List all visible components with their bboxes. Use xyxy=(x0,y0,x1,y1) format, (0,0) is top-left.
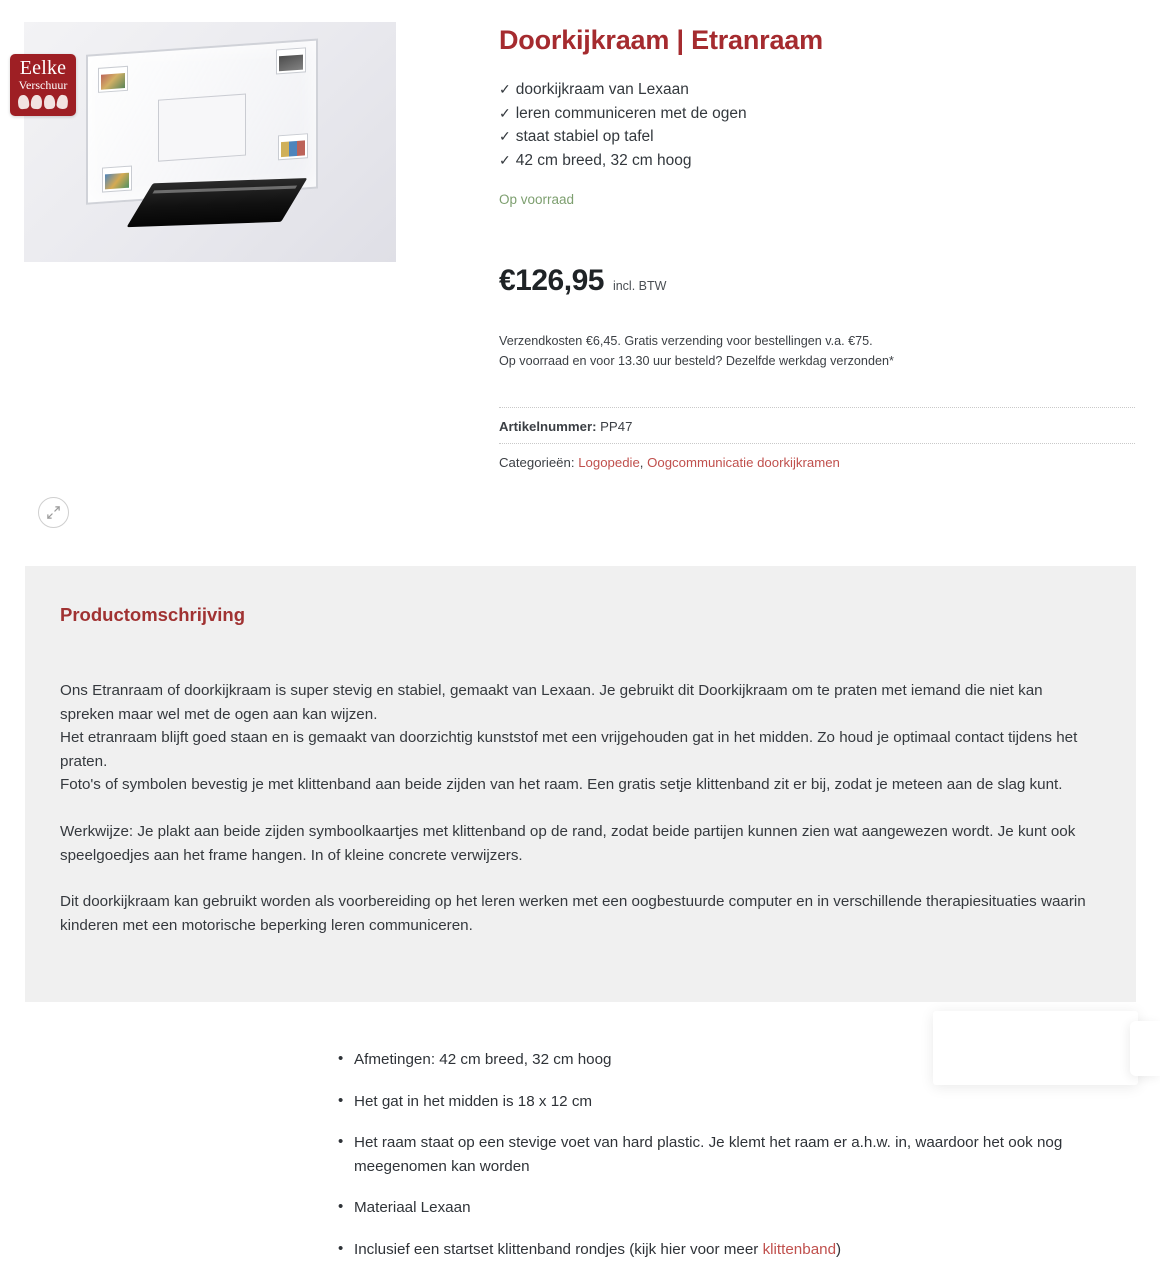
product-meta xyxy=(499,407,1135,470)
description-body xyxy=(60,679,1088,937)
product-photo xyxy=(86,37,336,229)
symbol-card xyxy=(276,47,306,74)
check-icon: ✓ xyxy=(499,104,511,121)
feature-list xyxy=(499,78,1135,172)
sign-language-hands-icon xyxy=(10,95,76,109)
description-paragraph-1: Ons Etranraam of doorkijkraam is super stevig en stabiel, gemaakt van Lexaan. Je gebruikt dit Doorkijkraam om te praten met iemand die niet kan spreken maar wel met de ogen aan kan wijzen. Het etranraam blijft goed staan en is gemaakt van doorzichtig kunststof met een vrijgehouden gat in het midden. Zo houd je optimaal contact tijdens het praten. Foto's of symbolen bevestig je met klittenband aan beide zijden van het raam. Een gratis setje klittenband zit er bij, zodat je meteen aan de slag kunt. xyxy=(60,682,1078,794)
list-item: • Het gat in het midden is 18 x 12 cm xyxy=(336,1090,1126,1114)
feature-item xyxy=(499,149,1135,173)
symbol-card xyxy=(278,133,308,160)
categories-row xyxy=(499,443,1135,470)
shipping-info xyxy=(499,331,1135,371)
klittenband-prefix: Inclusief een startset klittenband rondjes (kijk hier voor meer xyxy=(354,1240,763,1258)
stock-status: Op voorraad xyxy=(499,192,575,208)
category-link-oogcommunicatie[interactable]: Oogcommunicatie doorkijkramen xyxy=(647,455,840,471)
brand-logo[interactable] xyxy=(10,54,76,116)
expand-arrows-icon[interactable] xyxy=(38,497,69,528)
sku-value: PP47 xyxy=(600,419,633,435)
klittenband-link[interactable]: klittenband xyxy=(762,1240,837,1258)
shipping-line-1: Verzendkosten €6,45. Gratis verzending voor bestellingen v.a. €75. xyxy=(499,334,873,349)
feature-label: leren communiceren met de ogen xyxy=(515,104,747,122)
page-title: Doorkijkraam | Etranraam xyxy=(499,25,823,55)
black-stand-base xyxy=(127,178,308,227)
category-link-logopedie[interactable]: Logopedie xyxy=(578,455,640,471)
floating-widget-tab[interactable] xyxy=(1130,1021,1160,1076)
price-row xyxy=(499,264,1135,298)
floating-widget-card[interactable] xyxy=(933,1011,1138,1085)
pane-center-hole xyxy=(158,94,246,162)
product-gallery-image[interactable] xyxy=(24,22,396,262)
category-separator: , xyxy=(639,455,648,471)
brand-logo-line2: Verschuur xyxy=(18,78,68,92)
list-item: • Materiaal Lexaan xyxy=(336,1196,1126,1220)
klittenband-suffix: ) xyxy=(836,1240,842,1258)
feature-label: doorkijkraam van Lexaan xyxy=(515,81,689,99)
list-item-klittenband xyxy=(336,1238,1126,1262)
product-summary-section xyxy=(0,0,1160,545)
shipping-line-2: Op voorraad en voor 13.30 uur besteld? Dezelfde werkdag verzonden* xyxy=(499,354,894,369)
feature-item xyxy=(499,125,1135,149)
categories-label: Categorieën: xyxy=(499,455,575,471)
description-heading: Productomschrijving xyxy=(60,604,246,625)
feature-label: 42 cm breed, 32 cm hoog xyxy=(515,151,692,169)
feature-item xyxy=(499,102,1135,126)
product-price: €126,95 xyxy=(499,264,604,298)
brand-logo-line1: Eelke xyxy=(19,57,67,79)
description-paragraph-3: Dit doorkijkraam kan gebruikt worden als voorbereiding op het leren werken met een oogbestuurde computer en in verschillende therapiesituaties waarin kinderen met een motorische beperking leren communiceren. xyxy=(60,893,1086,934)
symbol-card xyxy=(102,166,132,193)
check-icon: ✓ xyxy=(499,151,511,168)
sku-row xyxy=(499,407,1135,443)
list-item: • Afmetingen: 42 cm breed, 32 cm hoog xyxy=(336,1048,1126,1072)
product-description-panel xyxy=(25,566,1136,1002)
product-summary xyxy=(499,24,1135,470)
check-icon: ✓ xyxy=(499,128,511,145)
check-icon: ✓ xyxy=(499,81,511,98)
symbol-card xyxy=(98,66,128,93)
list-item: • Het raam staat op een stevige voet van hard plastic. Je klemt het raam er a.h.w. in, waardoor het ook nog meegenomen kan worden xyxy=(336,1131,1126,1178)
sku-label: Artikelnummer: xyxy=(499,419,597,435)
price-tax-note: incl. BTW xyxy=(612,279,667,294)
description-paragraph-2: Werkwijze: Je plakt aan beide zijden symboolkaartjes met klittenband op de rand, zodat beide partijen kunnen zien wat aangewezen wordt. Je kunt ook speelgoedjes aan het frame hangen. In of kleine concrete verwijzers. xyxy=(60,822,1076,864)
feature-item xyxy=(499,78,1135,102)
feature-label: staat stabiel op tafel xyxy=(515,128,654,146)
